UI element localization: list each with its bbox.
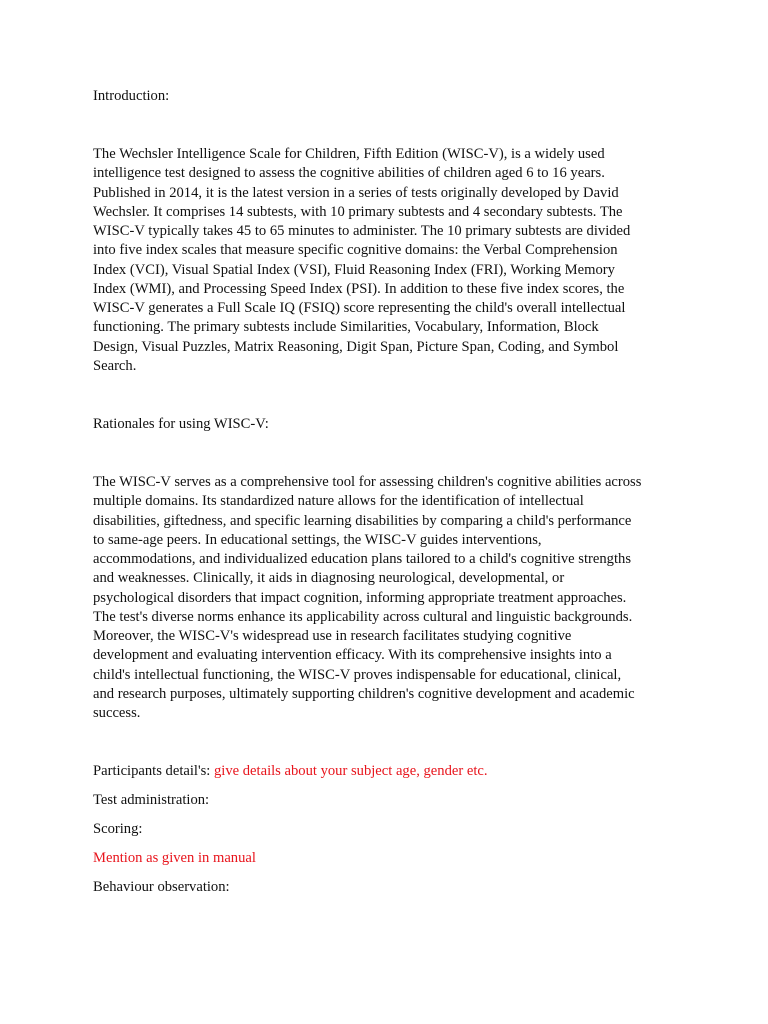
paragraph-line: Published in 2014, it is the latest version in a series of tests originally developed by David — [93, 184, 619, 201]
scoring-label: Scoring: — [93, 821, 143, 837]
paragraph-line: to same-age peers. In educational settings, the WISC-V guides interventions, — [93, 531, 542, 548]
paragraph-line: accommodations, and individualized education plans tailored to a child's cognitive strengths — [93, 551, 632, 567]
introduction-heading: Introduction: — [93, 88, 170, 104]
scoring-note: Mention as given in manual — [93, 850, 256, 866]
paragraph-line: The test's diverse norms enhance its applicability across cultural and linguistic backgrounds. — [93, 608, 633, 625]
paragraph-line: Index (WMI), and Processing Speed Index (PSI). In addition to these five index scores, the — [93, 280, 625, 297]
paragraph-line: WISC-V generates a Full Scale IQ (FSIQ) score representing the child's overall intellectual — [93, 300, 626, 316]
paragraph-line: success. — [93, 705, 141, 721]
paragraph-line: Design, Visual Puzzles, Matrix Reasoning, Digit Span, Picture Span, Coding, and Symbol — [93, 338, 619, 355]
paragraph-line: Search. — [93, 357, 137, 374]
paragraph-line: development and evaluating intervention efficacy. With its comprehensive insights into a — [93, 647, 612, 664]
paragraph-line: disabilities, giftedness, and specific learning disabilities by comparing a child's performance — [93, 512, 632, 529]
paragraph-line: The WISC-V serves as a comprehensive tool for assessing children's cognitive abilities across — [93, 474, 642, 490]
introduction-paragraph — [93, 145, 683, 376]
paragraph-line: multiple domains. Its standardized nature allows for the identification of intellectual — [93, 493, 584, 510]
test-administration-label: Test administration: — [93, 792, 210, 808]
paragraph-line: functioning. The primary subtests include Similarities, Vocabulary, Information, Block — [93, 319, 599, 336]
rationale-paragraph — [93, 473, 683, 723]
paragraph-line: Moreover, the WISC-V's widespread use in research facilitates studying cognitive — [93, 628, 572, 644]
paragraph-line: intelligence test designed to assess the cognitive abilities of children aged 6 to 16 years. — [93, 165, 605, 182]
paragraph-line: into five index scales that measure specific cognitive domains: the Verbal Comprehension — [93, 242, 618, 259]
paragraph-line: and research purposes, ultimately supporting children's cognitive development and academic — [93, 685, 635, 702]
rationale-heading: Rationales for using WISC-V: — [93, 416, 269, 432]
participants-detail-line — [93, 762, 488, 781]
behaviour-observation-label: Behaviour observation: — [93, 879, 230, 895]
paragraph-line: and weaknesses. Clinically, it aids in diagnosing neurological, developmental, or — [93, 570, 565, 587]
paragraph-line: WISC-V typically takes 45 to 65 minutes to administer. The 10 primary subtests are divided — [93, 223, 631, 239]
participants-label: Participants detail's: — [93, 763, 214, 779]
paragraph-line: The Wechsler Intelligence Scale for Children, Fifth Edition (WISC-V), is a widely used — [93, 146, 605, 162]
paragraph-line: child's intellectual functioning, the WISC-V proves indispensable for educational, clinical, — [93, 666, 622, 683]
paragraph-line: Index (VCI), Visual Spatial Index (VSI), Fluid Reasoning Index (FRI), Working Memory — [93, 261, 615, 278]
participants-note: give details about your subject age, gender etc. — [213, 763, 488, 779]
paragraph-line: psychological disorders that impact cognition, informing appropriate treatment approaches. — [93, 589, 627, 606]
paragraph-line: Wechsler. It comprises 14 subtests, with 10 primary subtests and 4 secondary subtests. The — [93, 203, 623, 220]
